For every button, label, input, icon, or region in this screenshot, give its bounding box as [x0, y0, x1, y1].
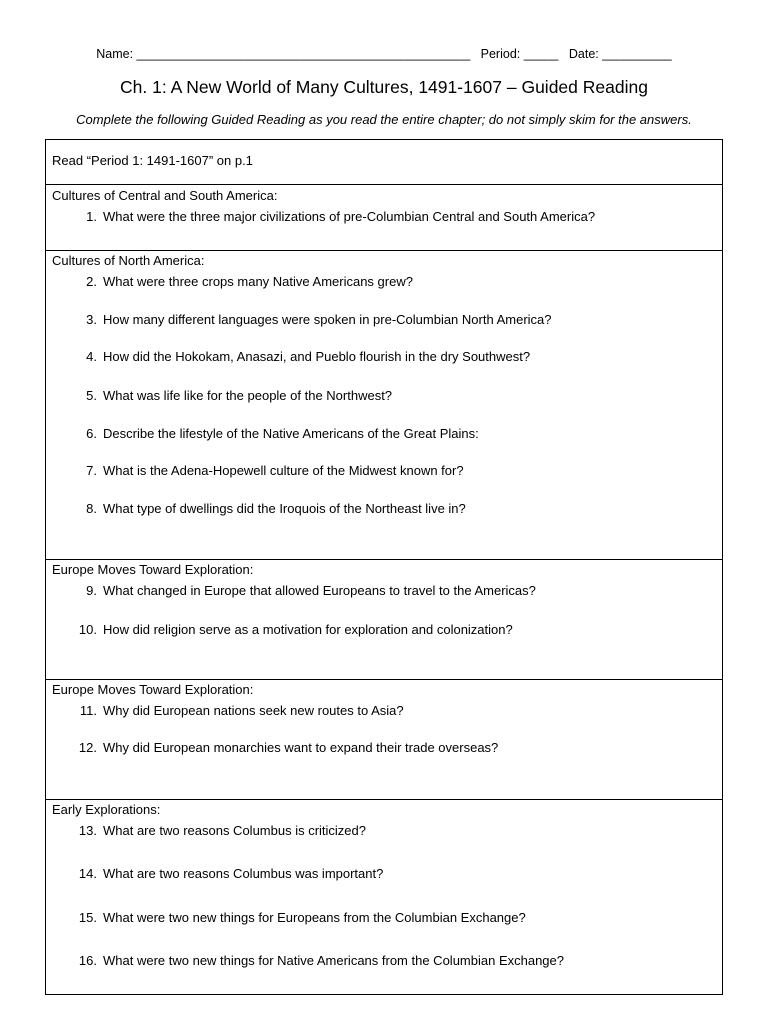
question-text: Why did European monarchies want to expand their trade overseas? [103, 740, 499, 755]
question-item [75, 910, 526, 925]
question-text: What were two new things for Native Americans from the Columbian Exchange? [103, 953, 564, 968]
section-early-explorations [46, 799, 722, 994]
question-text: Describe the lifestyle of the Native Americans of the Great Plains: [103, 426, 479, 441]
section-europe-exploration-1 [46, 559, 722, 679]
question-item [75, 501, 466, 516]
question-item [75, 312, 552, 327]
worksheet-table [45, 139, 723, 995]
question-text: What was life like for the people of the Northwest? [103, 388, 393, 403]
question-text: Why did European nations seek new routes to Asia? [103, 703, 404, 718]
section-read-period [46, 140, 722, 184]
question-text: How many different languages were spoken in pre-Columbian North America? [103, 312, 552, 327]
section-title: Europe Moves Toward Exploration: [52, 562, 254, 577]
section-central-south-america [46, 184, 722, 250]
question-item [75, 823, 366, 838]
question-item [75, 953, 564, 968]
question-item [75, 463, 464, 478]
question-number: 4. [86, 349, 97, 364]
question-number: 7. [86, 463, 97, 478]
question-number: 3. [86, 312, 97, 327]
section-title: Read “Period 1: 1491-1607” on p.1 [52, 153, 253, 168]
question-item [75, 703, 404, 718]
section-europe-exploration-2 [46, 679, 722, 799]
question-text: What were three crops many Native Americans grew? [103, 274, 413, 289]
question-text: What were the three major civilizations of pre-Columbian Central and South America? [103, 209, 596, 224]
instructions: Complete the following Guided Reading as you read the entire chapter; do not simply skim for the answers. [76, 112, 692, 127]
section-title: Early Explorations: [52, 802, 161, 817]
question-text: What are two reasons Columbus is criticized? [103, 823, 366, 838]
question-number: 8. [86, 501, 97, 516]
question-number: 9. [86, 583, 97, 598]
question-text: What type of dwellings did the Iroquois of the Northeast live in? [103, 501, 466, 516]
question-text: What is the Adena-Hopewell culture of the Midwest known for? [103, 463, 464, 478]
question-number: 10. [78, 622, 97, 637]
question-item [75, 388, 392, 403]
question-number: 15. [78, 910, 97, 925]
section-title: Europe Moves Toward Exploration: [52, 682, 254, 697]
question-item [75, 583, 536, 598]
question-text: What changed in Europe that allowed Europeans to travel to the Americas? [103, 583, 536, 598]
question-number: 5. [86, 388, 97, 403]
question-text: What were two new things for Europeans from the Columbian Exchange? [103, 910, 526, 925]
question-text: How did religion serve as a motivation for exploration and colonization? [103, 622, 513, 637]
question-number: 16. [78, 953, 97, 968]
section-title: Cultures of North America: [52, 253, 205, 268]
question-text: How did the Hokokam, Anasazi, and Pueblo flourish in the dry Southwest? [103, 349, 531, 364]
question-number: 13. [78, 823, 97, 838]
section-title: Cultures of Central and South America: [52, 188, 278, 203]
page-title: Ch. 1: A New World of Many Cultures, 1491-1607 – Guided Reading [120, 77, 648, 97]
question-number: 1. [86, 209, 97, 224]
question-item [75, 740, 498, 755]
question-number: 6. [86, 426, 97, 441]
question-item [75, 426, 479, 441]
question-number: 11. [79, 703, 97, 718]
question-item [75, 866, 383, 881]
question-number: 12. [78, 740, 97, 755]
question-text: What are two reasons Columbus was important? [103, 866, 384, 881]
question-item [75, 274, 413, 289]
question-number: 14. [78, 866, 97, 881]
question-number: 2. [86, 274, 97, 289]
question-item [75, 349, 530, 364]
question-item [75, 209, 595, 224]
question-item [75, 622, 513, 637]
name-period-date-line: Name: ________________________________________________ Period: _____ Date: __________ [96, 47, 672, 61]
section-north-america [46, 250, 722, 559]
